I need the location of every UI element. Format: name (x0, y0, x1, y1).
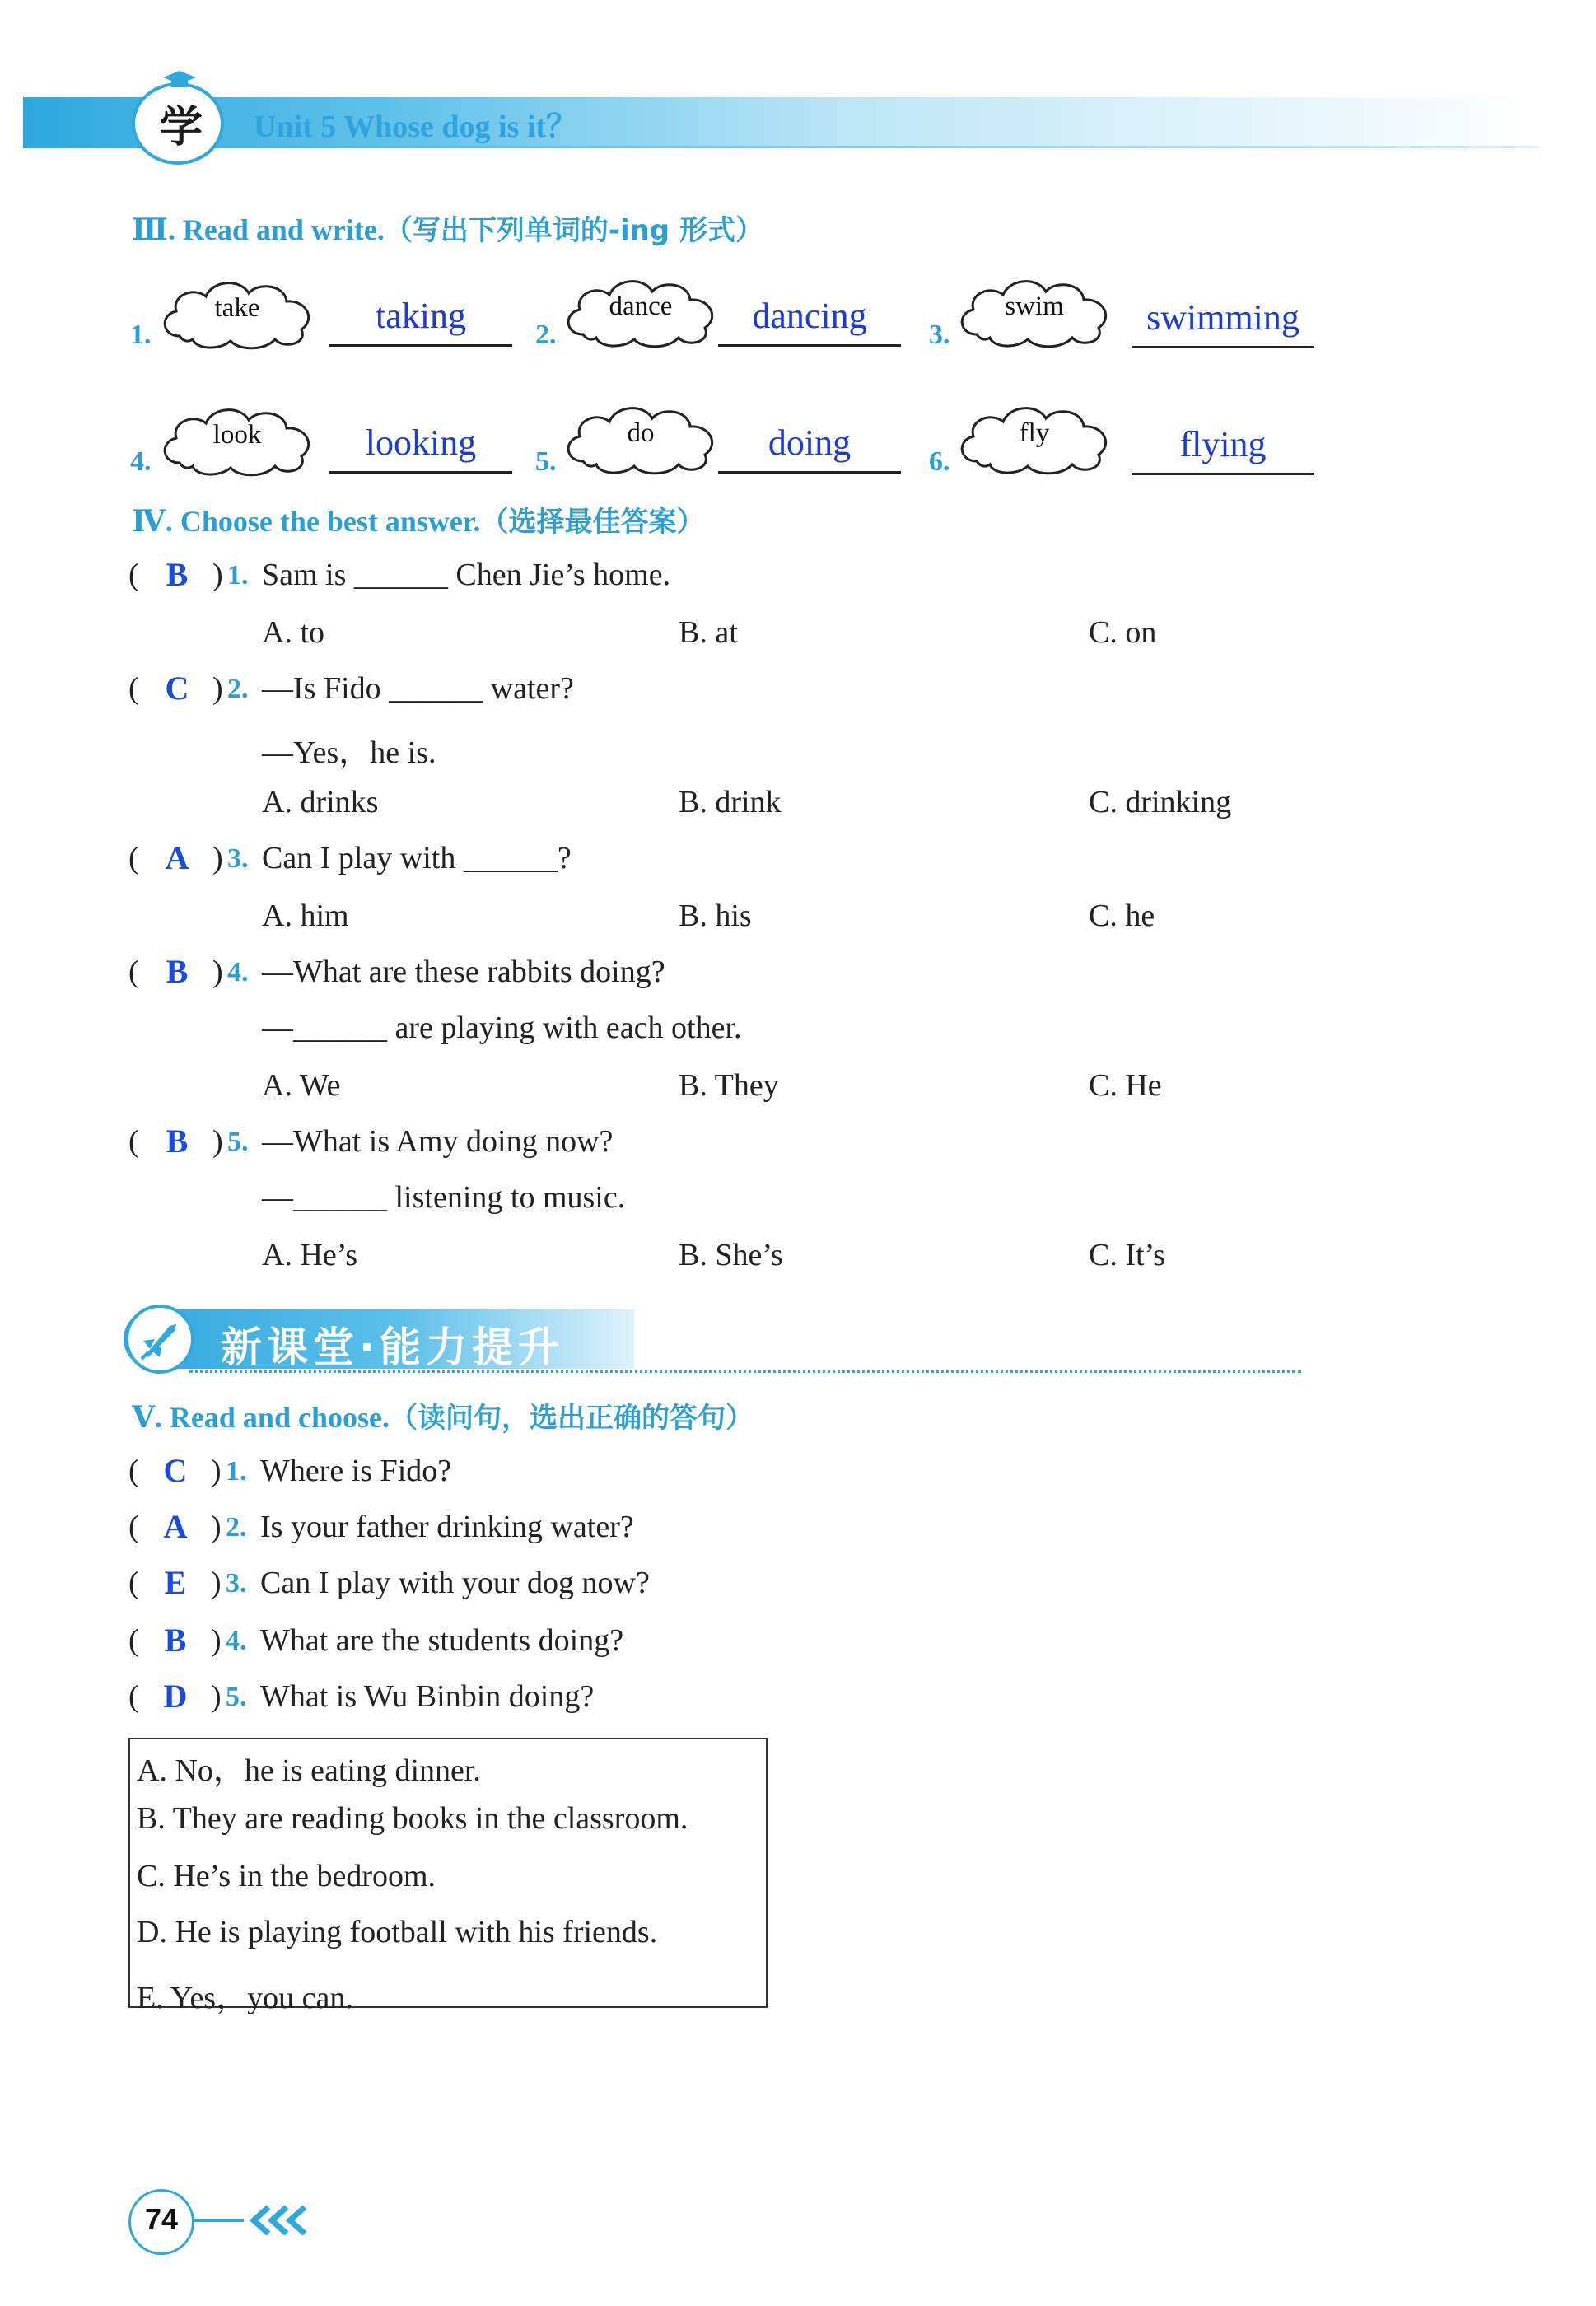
answer-bracket-close: ) (211, 1510, 222, 1544)
answer-line (718, 471, 901, 474)
question-text: Is your father drinking water? (260, 1510, 634, 1544)
item-number: 6. (929, 446, 950, 477)
question-text: Where is Fido? (260, 1454, 452, 1488)
question-number: 3. (226, 1568, 247, 1599)
section-5-title (132, 1395, 754, 1435)
cloud-word: fly (1019, 418, 1050, 448)
cloud-word: take (214, 293, 260, 323)
answer-bracket-close: ) (212, 558, 223, 592)
answer-letter: C (165, 670, 189, 707)
answer-letter: A (165, 839, 189, 876)
section-4-title-en: Ⅳ. Choose the best answer. (132, 505, 481, 538)
option-a: A. to (262, 615, 324, 650)
section-4-title-zh: （选择最佳答案） (480, 506, 705, 539)
option-a: A. He’s (262, 1238, 358, 1272)
answer-letter: E (164, 1564, 187, 1601)
answer-bracket-open: ( (128, 558, 139, 592)
answer-line (329, 471, 512, 474)
answer-bracket-open: ( (128, 841, 139, 875)
answer-bracket-open: ( (128, 1124, 139, 1159)
option-c: C. It’s (1089, 1238, 1165, 1272)
question-text: —Yes，he is. (262, 735, 436, 770)
section-4-title (132, 499, 705, 539)
option-b: B. at (679, 615, 738, 650)
question-number: 4. (227, 957, 249, 987)
option-c: C. He (1089, 1068, 1162, 1103)
answer-bracket-open: ( (128, 1454, 139, 1488)
answer-bracket-close: ) (211, 1454, 222, 1488)
answer-bracket-open: ( (128, 1623, 139, 1658)
option-c: C. drinking (1089, 785, 1232, 819)
option-b: B. drink (679, 785, 782, 819)
answer-letter: A (163, 1508, 188, 1545)
answer-line (1132, 473, 1314, 475)
answer-bracket-open: ( (128, 1679, 139, 1714)
option-a: A. drinks (262, 785, 379, 819)
chevrons-left-icon (194, 2199, 318, 2240)
choice-item: B. They are reading books in the classroom. (137, 1801, 688, 1836)
question-number: 1. (226, 1456, 247, 1487)
option-b: B. They (679, 1068, 779, 1103)
rocket-icon (137, 1316, 184, 1364)
answer-bracket-close: ) (212, 841, 223, 875)
answer-letter: B (166, 556, 189, 593)
option-b: B. She’s (679, 1238, 783, 1272)
question-text: —Is Fido ______ water? (262, 671, 574, 706)
question-text: —______ listening to music. (262, 1180, 626, 1215)
section-3-title-zh: （写出下列单词的-ing 形式） (384, 214, 763, 247)
answer-letter: B (166, 1123, 189, 1160)
banner-title (221, 1314, 564, 1374)
answer-word: doing (768, 422, 852, 463)
answer-line (329, 344, 512, 347)
question-text: —What are these rabbits doing? (262, 955, 665, 989)
answer-letter: D (163, 1678, 188, 1715)
question-number: 5. (226, 1682, 247, 1712)
section-5-title-en: Ⅴ. Read and choose. (132, 1401, 390, 1434)
page-title: Unit 5 Whose dog is it？ (254, 110, 578, 144)
question-text: —______ are playing with each other. (262, 1011, 742, 1045)
section-3-title-en: Ⅲ. Read and write. (132, 213, 385, 246)
option-b: B. his (679, 899, 752, 933)
banner-title-part2: 能力提升 (380, 1323, 564, 1371)
question-number: 2. (227, 674, 249, 704)
question-text: What are the students doing? (260, 1623, 624, 1658)
cloud-word: do (627, 418, 655, 448)
answer-bracket-close: ) (212, 955, 223, 989)
answer-word: swimming (1146, 297, 1300, 338)
header-logo-text: 学 (159, 103, 203, 152)
banner-dotted-rule (189, 1370, 1301, 1373)
answer-word: taking (376, 296, 466, 336)
header-rule (23, 146, 1538, 148)
cloud-word: dance (609, 292, 673, 321)
page-number: 74 (144, 2202, 179, 2236)
question-number: 5. (227, 1127, 249, 1157)
answer-bracket-close: ) (211, 1623, 222, 1658)
answer-letter: B (166, 953, 189, 990)
answer-word: dancing (752, 296, 867, 336)
graduation-cap-icon (161, 69, 198, 91)
answer-bracket-close: ) (212, 1124, 223, 1159)
question-number: 2. (226, 1512, 247, 1543)
answer-bracket-close: ) (211, 1566, 222, 1600)
cloud-word: look (212, 420, 262, 450)
answer-bracket-open: ( (128, 1510, 139, 1544)
item-number: 2. (535, 320, 557, 350)
answer-line (1132, 346, 1314, 348)
answer-bracket-open: ( (128, 955, 139, 989)
answer-bracket-close: ) (211, 1679, 222, 1714)
question-text: What is Wu Binbin doing? (260, 1679, 595, 1714)
question-number: 4. (226, 1626, 247, 1656)
question-text: Can I play with ______? (262, 841, 572, 875)
answer-letter: C (163, 1452, 188, 1489)
choice-item: E. Yes，you can. (137, 1981, 353, 2015)
item-number: 1. (130, 320, 152, 350)
question-text: Sam is ______ Chen Jie’s home. (262, 558, 671, 592)
answer-word: flying (1179, 424, 1267, 464)
answer-bracket-open: ( (128, 671, 139, 706)
item-number: 5. (535, 446, 557, 477)
option-c: C. on (1089, 615, 1157, 650)
header-band (23, 97, 1538, 148)
answer-bracket-open: ( (128, 1566, 139, 1600)
question-number: 3. (227, 843, 249, 874)
answer-line (718, 344, 901, 347)
cloud-word: swim (1005, 292, 1064, 321)
item-number: 3. (929, 320, 950, 350)
question-text: —What is Amy doing now? (262, 1124, 614, 1159)
question-text: Can I play with your dog now? (260, 1566, 650, 1600)
question-number: 1. (227, 560, 249, 591)
banner-dot: · (359, 1323, 380, 1371)
choice-item: C. He’s in the bedroom. (137, 1859, 436, 1893)
option-c: C. he (1089, 899, 1155, 933)
section-5-title-zh: （读问句，选出正确的答句） (389, 1402, 754, 1435)
answer-bracket-close: ) (212, 671, 223, 706)
choice-item: D. He is playing football with his friends. (137, 1915, 658, 1949)
answer-word: looking (365, 422, 477, 463)
option-a: A. We (262, 1068, 341, 1103)
item-number: 4. (130, 446, 152, 477)
option-a: A. him (262, 899, 349, 933)
section-3-title (132, 208, 763, 248)
banner-title-part1: 新课堂 (221, 1323, 359, 1371)
answer-letter: B (164, 1622, 187, 1659)
choice-item: A. No，he is eating dinner. (137, 1753, 481, 1788)
